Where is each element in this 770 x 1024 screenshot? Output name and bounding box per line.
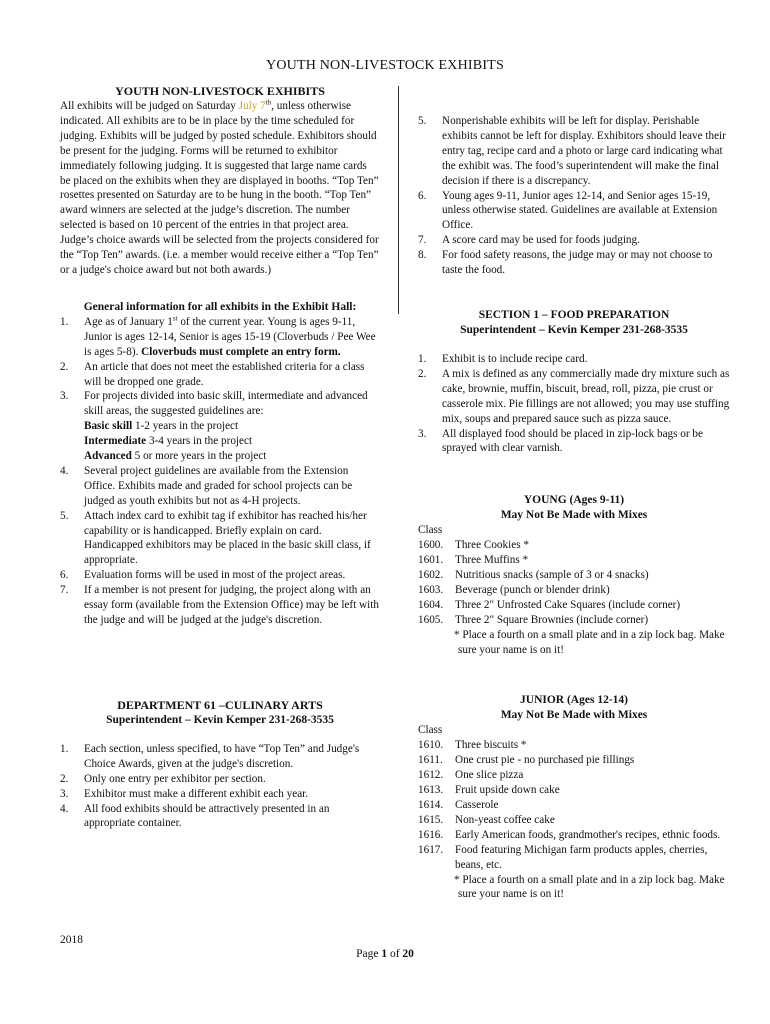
general-item-4: 4. Several project guidelines are available from the Extension Office. Exhibits made and graded for school projects can be judged as youth exhibits but not as 4-H projects. xyxy=(60,464,353,507)
intro-paragraph: All exhibits will be judged on Saturday July 7th, unless otherwise indicated. All exhibits are to be in place by the time scheduled for judging. Exhibits will be judged by posted schedule. Exhibitors should be present for the judging. Forms will be returned to exhibitor immediately following judging. It is suggested that large name cards be placed on the exhibits when they are displayed in booths. “Top Ten” rosettes presented on Saturday are to be hung in the booth. “Top Ten” award winners are selected at the judge’s discretion. The number selected is based on 10 percent of the entries in that project area. Judge’s choice awards will be selected from the projects considered for the “Top Ten” awards. (i.e. a member would receive either a “Top Ten” or a judge's choice award but not both awards.) xyxy=(60,98,379,276)
general-item-6: 6. Evaluation forms will be used in most of the project areas. xyxy=(60,569,346,582)
general-item-7: 7. If a member is not present for judging, the project along with an essay form (available from the Extension Office) may be left with the judge and will be judged at the judge's discretion. xyxy=(60,584,379,626)
section1-item: 2. A mix is defined as any commercially made dry mixture such as cake, brownie, muffin, biscuit, bread, roll, pizza, pie crust or casserole mix. Pie fillings are not allowed; you may use stuffing mix, soups and prepared sauce such as pizza sauce. xyxy=(418,367,730,425)
class-row: 1604. Three 2" Unfrosted Cake Squares (include corner) xyxy=(418,598,681,611)
class-row: 1601. Three Muffins * xyxy=(418,554,529,567)
junior-heading: JUNIOR (Ages 12-14) xyxy=(520,694,628,707)
class-row: 1613. Fruit upside down cake xyxy=(418,784,560,797)
class-row: 1612. One slice pizza xyxy=(418,769,524,782)
young-classes xyxy=(418,538,730,627)
young-subheading: May Not Be Made with Mixes xyxy=(500,509,648,522)
general-item-3: 3. For projects divided into basic skill, intermediate and advanced skill areas, the suggested guidelines are: Basic skill 1-2 years in the project Intermediate 3-4 years in the project Advanced 5 or more years in the project xyxy=(60,389,380,464)
left-column xyxy=(60,84,380,831)
section1-item: 1. Exhibit is to include recipe card. xyxy=(418,352,588,365)
skill-guidelines: Basic skill 1-2 years in the project Intermediate 3-4 years in the project Advanced 5 or more years in the project xyxy=(84,420,267,463)
young-note: * Place a fourth on a small plate and in a zip lock bag. Make sure your name is on it! xyxy=(454,628,725,656)
junior-classes xyxy=(418,738,730,872)
general-item-5: 5. Attach index card to exhibit tag if exhibitor has reached his/her capability or is handicapped. Briefly explain on card. Handicapped exhibitors may be placed in the basic skill class, if appropriate. xyxy=(60,509,371,567)
general-item-1: 1. Age as of January 1st of the current year. Young is ages 9-11, Junior is ages 12-14, Senior is ages 15-19 (Cloverbuds / Pee Wee is ages 5-8). Cloverbuds must complete an entry form. xyxy=(60,314,376,358)
class-row: 1617. Food featuring Michigan farm products apples, cherries, beans, etc. xyxy=(418,843,708,871)
rule-item: 5. Nonperishable exhibits will be left for display. Perishable exhibits cannot be left for display. Exhibitors should leave their entry tag, recipe card and a photo or large card indicating what the exhibit was. The food’s superintendent will make the final decision if there is a discrepancy. xyxy=(418,115,726,187)
class-row: 1614. Casserole xyxy=(418,799,499,811)
department-heading: DEPARTMENT 61 –CULINARY ARTS xyxy=(117,697,323,712)
general-heading: General information for all exhibits in the Exhibit Hall: xyxy=(83,300,357,313)
section1-heading: SECTION 1 – FOOD PREPARATION xyxy=(478,308,670,321)
section1-superintendent: Superintendent – Kevin Kemper 231-268-3535 xyxy=(460,323,688,336)
page-title: YOUTH NON-LIVESTOCK EXHIBITS xyxy=(266,58,504,73)
class-row: 1615. Non-yeast coffee cake xyxy=(418,813,555,826)
junior-class-label: Class xyxy=(418,724,443,737)
class-row: 1611. One crust pie - no purchased pie fillings xyxy=(418,754,635,767)
rule-item: 6. Young ages 9-11, Junior ages 12-14, and Senior ages 15-19, unless otherwise stated. Guidelines are available at Extension Office. xyxy=(418,189,718,232)
junior-note: * Place a fourth on a small plate and in a zip lock bag. Make sure your name is on it! xyxy=(454,873,725,901)
rule-item: 7. A score card may be used for foods judging. xyxy=(418,234,640,247)
class-row: 1610. Three biscuits * xyxy=(418,739,527,752)
class-row: 1602. Nutritious snacks (sample of 3 or 4 snacks) xyxy=(418,569,649,582)
young-class-label: Class xyxy=(418,524,443,537)
department-item: 3. Exhibitor must make a different exhibit each year. xyxy=(60,787,309,800)
class-row: 1605. Three 2" Square Brownies (include corner) xyxy=(418,613,649,626)
rule-item: 8. For food safety reasons, the judge may or may not choose to taste the food. xyxy=(418,249,713,277)
section1-list xyxy=(418,352,730,456)
class-row: 1603. Beverage (punch or blender drink) xyxy=(418,583,610,596)
class-row: 1600. Three Cookies * xyxy=(418,539,529,552)
young-heading: YOUNG (Ages 9-11) xyxy=(523,494,625,507)
department-superintendent: Superintendent – Kevin Kemper 231-268-3535 xyxy=(106,713,334,726)
intro-heading: YOUTH NON-LIVESTOCK EXHIBITS xyxy=(115,84,325,98)
general-item-2: 2. An article that does not meet the established criteria for a class will be dropped one grade. xyxy=(60,360,365,388)
department-item: 2. Only one entry per exhibitor per section. xyxy=(60,772,266,785)
rules-list xyxy=(418,114,730,278)
page-number: Page 1 of 20 xyxy=(356,948,414,960)
junior-subheading: May Not Be Made with Mixes xyxy=(500,709,648,722)
class-row: 1616. Early American foods, grandmother's recipes, ethnic foods. xyxy=(418,828,721,841)
right-column xyxy=(418,114,730,902)
footer-year: 2018 xyxy=(60,934,83,946)
general-list xyxy=(60,315,380,628)
intro-date: July 7 xyxy=(238,100,266,112)
section1-item: 3. All displayed food should be placed in zip-lock bags or be sprayed with clear varnish. xyxy=(418,427,703,455)
department-item: 1. Each section, unless specified, to have “Top Ten” and Judge's Choice Awards, given at the judge's discretion. xyxy=(60,742,360,770)
department-item: 4. All food exhibits should be attractively presented in an appropriate container. xyxy=(60,802,330,830)
column-divider xyxy=(398,86,399,314)
department-list xyxy=(60,742,380,831)
